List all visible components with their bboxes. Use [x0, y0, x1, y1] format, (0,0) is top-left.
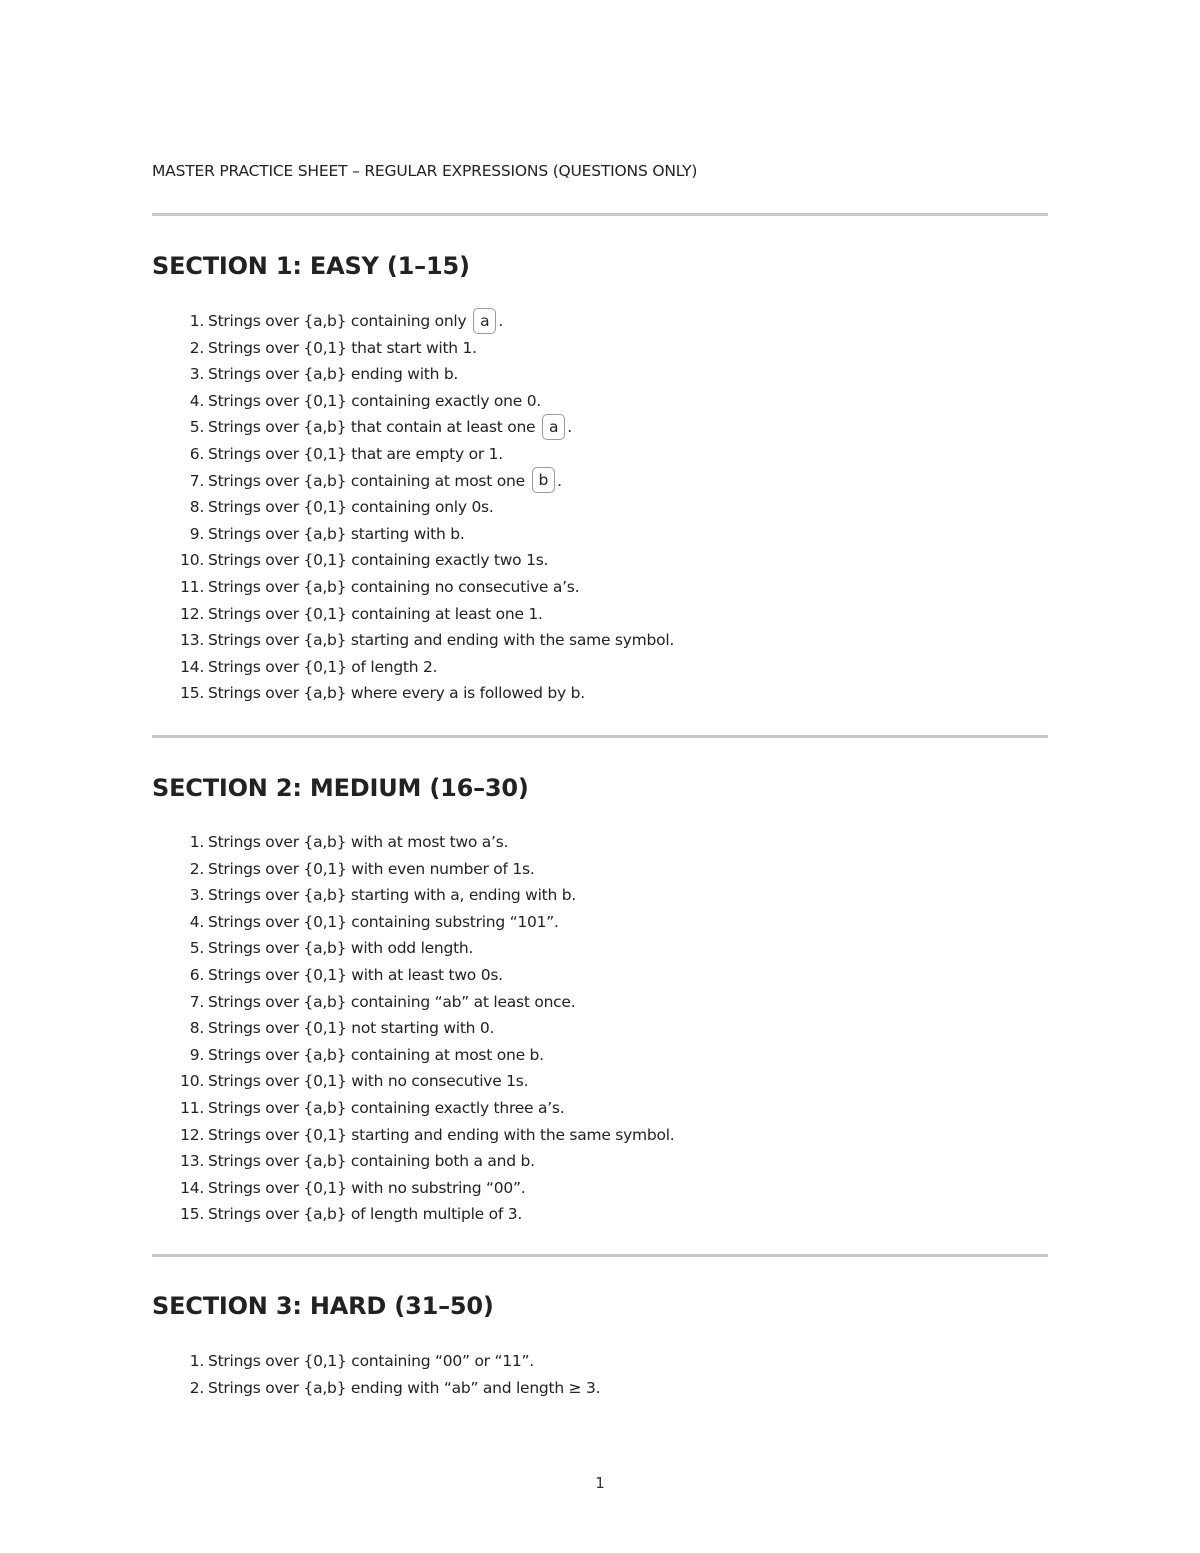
question-text: Strings over {0,1} containing only 0s.: [208, 498, 494, 517]
question-number: 6.: [189, 444, 204, 463]
question-item: [152, 989, 674, 1016]
question-item: [152, 601, 674, 628]
question-number: 2.: [189, 338, 204, 357]
question-text: Strings over {a,b} starting and ending with the same symbol.: [208, 631, 675, 650]
question-text: Strings over {0,1} containing substring “101”.: [208, 912, 559, 931]
section-1-question-list: [152, 308, 674, 707]
section-2-heading: SECTION 2: MEDIUM (16–30): [152, 774, 529, 802]
question-item: [152, 361, 674, 388]
question-number: 13.: [180, 631, 204, 650]
section-1-heading: SECTION 1: EASY (1–15): [152, 252, 470, 280]
question-text: Strings over {0,1} with even number of 1s.: [208, 859, 535, 878]
section-2-question-list: [152, 829, 674, 1228]
question-number: 5.: [189, 939, 204, 958]
question-item: [152, 468, 674, 495]
question-text: Strings over {0,1} starting and ending with the same symbol.: [208, 1125, 675, 1144]
question-item: [152, 1375, 600, 1402]
question-item: [152, 909, 674, 936]
question-text: Strings over {a,b} ending with “ab” and length ≥ 3.: [208, 1378, 601, 1397]
question-text: Strings over {0,1} of length 2.: [208, 657, 438, 676]
question-item: [152, 441, 674, 468]
question-text: Strings over {a,b} containing only: [208, 312, 472, 330]
question-item: [152, 1068, 674, 1095]
question-text: Strings over {0,1} with at least two 0s.: [208, 965, 503, 984]
question-item: [152, 494, 674, 521]
inline-code: a: [542, 414, 565, 440]
inline-code: a: [473, 308, 496, 334]
question-item: [152, 680, 674, 707]
question-number: 11.: [180, 577, 204, 596]
question-number: 12.: [180, 604, 204, 623]
question-text: Strings over {a,b} with at most two a’s.: [208, 833, 509, 851]
question-text: Strings over {a,b} with odd length.: [208, 939, 474, 958]
question-text: Strings over {0,1} with no consecutive 1s.: [208, 1072, 529, 1091]
question-number: 7.: [189, 471, 204, 490]
question-item: [152, 308, 674, 335]
question-item: [152, 1348, 600, 1375]
question-item: [152, 1042, 674, 1069]
question-number: 10.: [180, 551, 204, 570]
question-text: Strings over {a,b} starting with a, ending with b.: [208, 886, 576, 905]
question-text: Strings over {a,b} that contain at least one: [208, 418, 540, 437]
question-item: [152, 1015, 674, 1042]
question-text-end: .: [498, 312, 503, 330]
horizontal-rule: [152, 735, 1048, 738]
inline-code: b: [532, 467, 556, 493]
question-item: [152, 829, 674, 856]
question-number: 9.: [189, 524, 204, 543]
question-text: Strings over {a,b} containing at most one b.: [208, 1045, 544, 1064]
question-number: 13.: [180, 1152, 204, 1171]
question-number: 2.: [189, 1378, 204, 1397]
question-text: Strings over {0,1} containing “00” or “11”.: [208, 1352, 534, 1370]
question-text: Strings over {a,b} where every a is followed by b.: [208, 684, 585, 703]
question-text: Strings over {a,b} containing both a and b.: [208, 1152, 535, 1171]
question-text: Strings over {a,b} containing exactly three a’s.: [208, 1098, 565, 1117]
question-number: 6.: [189, 965, 204, 984]
question-number: 8.: [189, 498, 204, 517]
question-text: Strings over {0,1} with no substring “00”.: [208, 1178, 526, 1197]
question-item: [152, 547, 674, 574]
question-text: Strings over {0,1} that are empty or 1.: [208, 444, 503, 463]
question-item: [152, 856, 674, 883]
question-text: Strings over {a,b} ending with b.: [208, 365, 459, 384]
question-number: 9.: [189, 1045, 204, 1064]
question-item: [152, 1095, 674, 1122]
document-title: MASTER PRACTICE SHEET – REGULAR EXPRESSIONS (QUESTIONS ONLY): [152, 162, 698, 180]
question-number: 2.: [189, 859, 204, 878]
question-item: [152, 335, 674, 362]
question-number: 1.: [189, 1352, 204, 1370]
question-number: 4.: [189, 391, 204, 410]
question-number: 1.: [189, 312, 204, 330]
question-item: [152, 414, 674, 441]
question-text: Strings over {a,b} starting with b.: [208, 524, 465, 543]
question-item: [152, 574, 674, 601]
question-item: [152, 521, 674, 548]
question-item: [152, 935, 674, 962]
horizontal-rule: [152, 213, 1048, 216]
question-item: [152, 627, 674, 654]
question-number: 14.: [180, 657, 204, 676]
question-number: 8.: [189, 1019, 204, 1038]
question-item: [152, 654, 674, 681]
question-text: Strings over {a,b} of length multiple of 3.: [208, 1205, 522, 1224]
horizontal-rule: [152, 1254, 1048, 1257]
question-item: [152, 1148, 674, 1175]
question-text: Strings over {a,b} containing “ab” at least once.: [208, 992, 576, 1011]
question-number: 4.: [189, 912, 204, 931]
question-text: Strings over {0,1} containing exactly two 1s.: [208, 551, 549, 570]
question-number: 10.: [180, 1072, 204, 1091]
question-text: Strings over {0,1} containing exactly one 0.: [208, 391, 541, 410]
question-text-end: .: [567, 418, 572, 437]
question-number: 3.: [189, 365, 204, 384]
question-text: Strings over {a,b} containing at most one: [208, 471, 530, 490]
question-item: [152, 388, 674, 415]
section-3-heading: SECTION 3: HARD (31–50): [152, 1292, 494, 1320]
page-number: 1: [595, 1474, 605, 1492]
question-number: 1.: [189, 833, 204, 851]
question-number: 5.: [189, 418, 204, 437]
question-item: [152, 882, 674, 909]
question-number: 12.: [180, 1125, 204, 1144]
section-3-question-list: [152, 1348, 600, 1401]
question-number: 11.: [180, 1098, 204, 1117]
question-text: Strings over {a,b} containing no consecutive a’s.: [208, 577, 580, 596]
question-number: 15.: [180, 684, 204, 703]
question-item: [152, 1175, 674, 1202]
question-number: 14.: [180, 1178, 204, 1197]
question-text: Strings over {0,1} not starting with 0.: [208, 1019, 495, 1038]
question-item: [152, 962, 674, 989]
question-text: Strings over {0,1} that start with 1.: [208, 338, 477, 357]
question-number: 15.: [180, 1205, 204, 1224]
question-text-end: .: [557, 471, 562, 490]
question-number: 7.: [189, 992, 204, 1011]
question-text: Strings over {0,1} containing at least one 1.: [208, 604, 543, 623]
question-item: [152, 1201, 674, 1228]
question-item: [152, 1122, 674, 1149]
question-number: 3.: [189, 886, 204, 905]
